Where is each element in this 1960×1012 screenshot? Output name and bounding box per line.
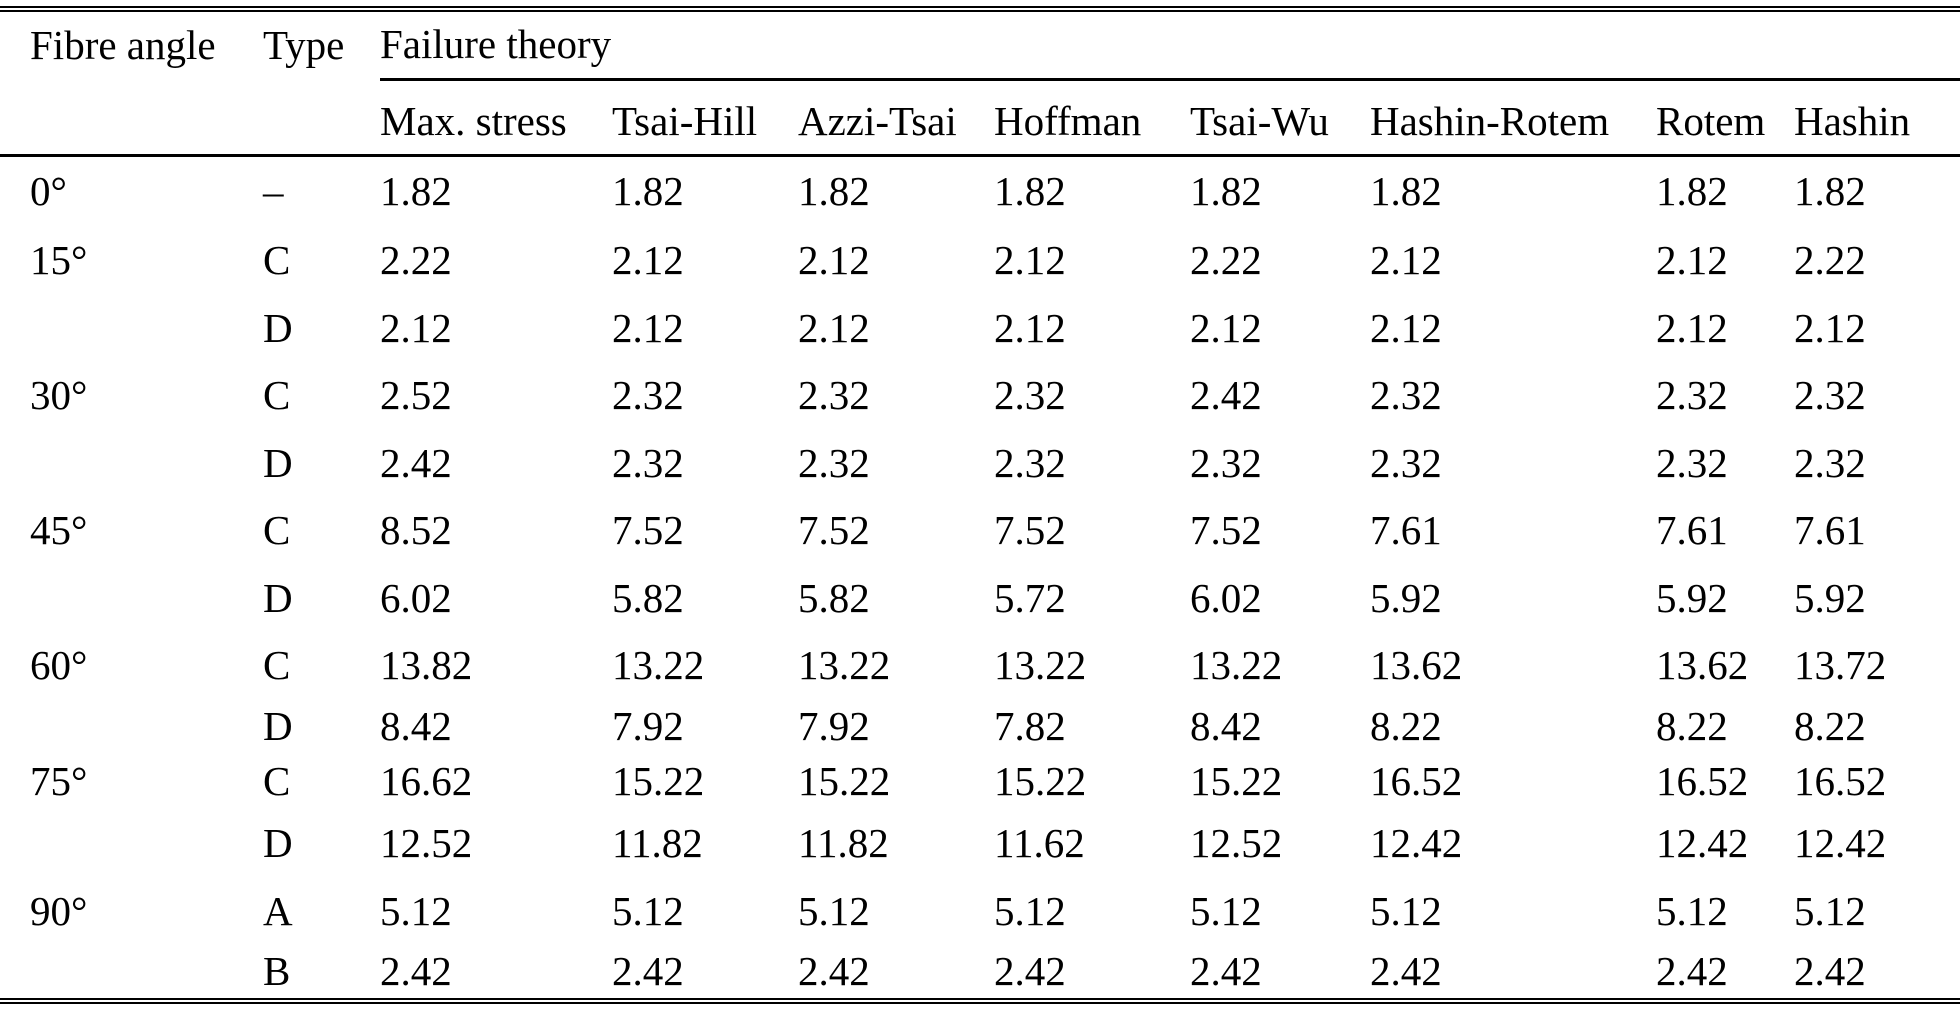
value-cell: 5.12 [380, 888, 452, 934]
col-header-tsai-hill: Tsai-Hill [612, 79, 798, 155]
value-cell: 2.42 [1190, 372, 1262, 418]
value-cell: 1.82 [1190, 168, 1262, 215]
value-cell: 2.12 [380, 304, 452, 351]
value-cell: 1.82 [1656, 168, 1728, 215]
value-cell: 13.82 [380, 642, 473, 688]
value-cell: 2.12 [1656, 304, 1728, 351]
type-cell: D [263, 439, 293, 486]
value-cell: 7.61 [1370, 507, 1442, 553]
col-header-tsai-wu: Tsai-Wu [1190, 79, 1370, 155]
value-cell: 2.42 [1794, 948, 1866, 994]
value-cell: 8.22 [1656, 703, 1728, 749]
value-cell: 2.12 [798, 304, 870, 351]
value-cell: 5.82 [612, 574, 684, 621]
value-cell: 12.42 [1656, 820, 1749, 866]
value-cell: 2.12 [1656, 237, 1728, 283]
table-row [0, 632, 1960, 699]
value-cell: 13.22 [798, 642, 891, 688]
col-header-rotem: Rotem [1656, 79, 1794, 155]
col-header-hashin-rotem: Hashin-Rotem [1370, 79, 1656, 155]
value-cell: 16.52 [1656, 758, 1749, 804]
fibre-angle-cell: 90° [30, 888, 88, 934]
fibre-angle-cell [0, 564, 263, 632]
table-row [0, 945, 1960, 1001]
value-cell: 7.52 [612, 507, 684, 553]
value-cell: 5.92 [1794, 574, 1866, 621]
value-cell: 2.42 [1370, 948, 1442, 994]
col-header-hoffman: Hoffman [994, 79, 1190, 155]
value-cell: 5.12 [994, 888, 1066, 934]
header-row-theories [0, 79, 1960, 155]
type-cell: B [263, 948, 291, 994]
value-cell: 5.92 [1370, 574, 1442, 621]
value-cell: 15.22 [994, 758, 1087, 804]
table-row [0, 699, 1960, 754]
value-cell: 5.12 [612, 888, 684, 934]
value-cell: 7.61 [1794, 507, 1866, 553]
value-cell: 12.52 [380, 820, 473, 866]
value-cell: 2.42 [612, 948, 684, 994]
fibre-angle-cell: 75° [30, 758, 88, 804]
value-cell: 8.22 [1794, 703, 1866, 749]
value-cell: 7.92 [612, 703, 684, 749]
fibre-angle-cell [0, 429, 263, 497]
value-cell: 2.22 [380, 237, 452, 283]
value-cell: 2.32 [1656, 439, 1728, 486]
value-cell: 2.32 [1656, 372, 1728, 418]
value-cell: 2.12 [994, 237, 1066, 283]
col-header-spacer-type [263, 79, 380, 155]
value-cell: 5.12 [1190, 888, 1262, 934]
value-cell: 2.32 [1794, 439, 1866, 486]
value-cell: 11.82 [612, 820, 703, 866]
value-cell: 12.42 [1794, 820, 1887, 866]
value-cell: 7.52 [798, 507, 870, 553]
table-row [0, 362, 1960, 429]
value-cell: 1.82 [1370, 168, 1442, 215]
value-cell: 13.72 [1794, 642, 1887, 688]
type-cell: D [263, 574, 293, 621]
value-cell: 16.52 [1794, 758, 1887, 804]
fibre-angle-cell [0, 699, 263, 754]
value-cell: 15.22 [612, 758, 705, 804]
type-cell: D [263, 304, 293, 351]
value-cell: 2.12 [1190, 304, 1262, 351]
type-cell: C [263, 758, 291, 804]
value-cell: 13.62 [1656, 642, 1749, 688]
value-cell: 5.12 [798, 888, 870, 934]
value-cell: 15.22 [798, 758, 891, 804]
value-cell: 2.22 [1794, 237, 1866, 283]
type-cell: C [263, 507, 291, 553]
value-cell: 2.52 [380, 372, 452, 418]
value-cell: 13.62 [1370, 642, 1463, 688]
value-cell: 2.32 [1190, 439, 1262, 486]
col-header-failure-theory: Failure theory [380, 9, 1960, 79]
fibre-angle-cell [0, 809, 263, 878]
value-cell: 2.32 [1370, 372, 1442, 418]
value-cell: 2.32 [1794, 372, 1866, 418]
value-cell: 5.12 [1656, 888, 1728, 934]
value-cell: 11.62 [994, 820, 1085, 866]
value-cell: 6.02 [1190, 574, 1262, 621]
value-cell: 2.22 [1190, 237, 1262, 283]
table-row [0, 155, 1960, 227]
col-header-fibre-angle: Fibre angle [30, 22, 216, 68]
value-cell: 2.12 [994, 304, 1066, 351]
value-cell: 7.61 [1656, 507, 1728, 553]
value-cell: 2.32 [994, 439, 1066, 486]
value-cell: 2.32 [994, 372, 1066, 418]
col-header-hashin: Hashin [1794, 79, 1960, 155]
failure-theory-table [0, 6, 1960, 1004]
type-cell: – [263, 168, 284, 215]
value-cell: 16.52 [1370, 758, 1463, 804]
value-cell: 2.32 [1370, 439, 1442, 486]
value-cell: 2.42 [1190, 948, 1262, 994]
value-cell: 2.42 [1656, 948, 1728, 994]
value-cell: 2.42 [380, 948, 452, 994]
value-cell: 1.82 [1794, 168, 1866, 215]
value-cell: 5.12 [1794, 888, 1866, 934]
value-cell: 8.52 [380, 507, 452, 553]
table-row [0, 227, 1960, 294]
value-cell: 6.02 [380, 574, 452, 621]
type-cell: C [263, 642, 291, 688]
col-header-azzi-tsai: Azzi-Tsai [798, 79, 994, 155]
header-row-group [0, 9, 1960, 79]
value-cell: 7.82 [994, 703, 1066, 749]
fibre-angle-cell [0, 294, 263, 362]
value-cell: 1.82 [612, 168, 684, 215]
value-cell: 8.42 [380, 703, 452, 749]
value-cell: 5.72 [994, 574, 1066, 621]
type-cell: D [263, 820, 293, 866]
col-header-max-stress: Max. stress [380, 79, 612, 155]
type-cell: C [263, 237, 291, 283]
table-row [0, 754, 1960, 809]
value-cell: 2.12 [612, 304, 684, 351]
col-header-type: Type [263, 22, 345, 68]
value-cell: 7.52 [994, 507, 1066, 553]
value-cell: 5.12 [1370, 888, 1442, 934]
type-cell: D [263, 703, 293, 749]
value-cell: 2.12 [1794, 304, 1866, 351]
table-row [0, 564, 1960, 632]
col-header-spacer-angle [0, 79, 263, 155]
value-cell: 15.22 [1190, 758, 1283, 804]
value-cell: 1.82 [994, 168, 1066, 215]
value-cell: 12.42 [1370, 820, 1463, 866]
value-cell: 7.92 [798, 703, 870, 749]
fibre-angle-cell: 60° [30, 642, 88, 688]
value-cell: 2.12 [612, 237, 684, 283]
value-cell: 2.42 [798, 948, 870, 994]
value-cell: 2.32 [798, 439, 870, 486]
value-cell: 2.12 [798, 237, 870, 283]
value-cell: 13.22 [612, 642, 705, 688]
table-row [0, 294, 1960, 362]
value-cell: 2.32 [798, 372, 870, 418]
value-cell: 2.32 [612, 372, 684, 418]
value-cell: 2.42 [994, 948, 1066, 994]
table-row [0, 878, 1960, 945]
value-cell: 2.12 [1370, 304, 1442, 351]
value-cell: 1.82 [798, 168, 870, 215]
type-cell: A [263, 888, 293, 934]
fibre-angle-cell: 30° [30, 372, 88, 418]
table-row [0, 429, 1960, 497]
value-cell: 12.52 [1190, 820, 1283, 866]
value-cell: 2.42 [380, 439, 452, 486]
value-cell: 1.82 [380, 168, 452, 215]
table-header [0, 9, 1960, 155]
value-cell: 5.82 [798, 574, 870, 621]
value-cell: 13.22 [1190, 642, 1283, 688]
type-cell: C [263, 372, 291, 418]
table-body [0, 155, 1960, 1001]
value-cell: 7.52 [1190, 507, 1262, 553]
value-cell: 16.62 [380, 758, 473, 804]
value-cell: 11.82 [798, 820, 889, 866]
fibre-angle-cell [0, 945, 263, 1001]
fibre-angle-cell: 45° [30, 507, 88, 553]
value-cell: 13.22 [994, 642, 1087, 688]
value-cell: 8.42 [1190, 703, 1262, 749]
fibre-angle-cell: 0° [30, 168, 67, 215]
value-cell: 2.12 [1370, 237, 1442, 283]
table-row [0, 497, 1960, 564]
value-cell: 2.32 [612, 439, 684, 486]
value-cell: 8.22 [1370, 703, 1442, 749]
fibre-angle-cell: 15° [30, 237, 88, 283]
value-cell: 5.92 [1656, 574, 1728, 621]
table-row [0, 809, 1960, 878]
